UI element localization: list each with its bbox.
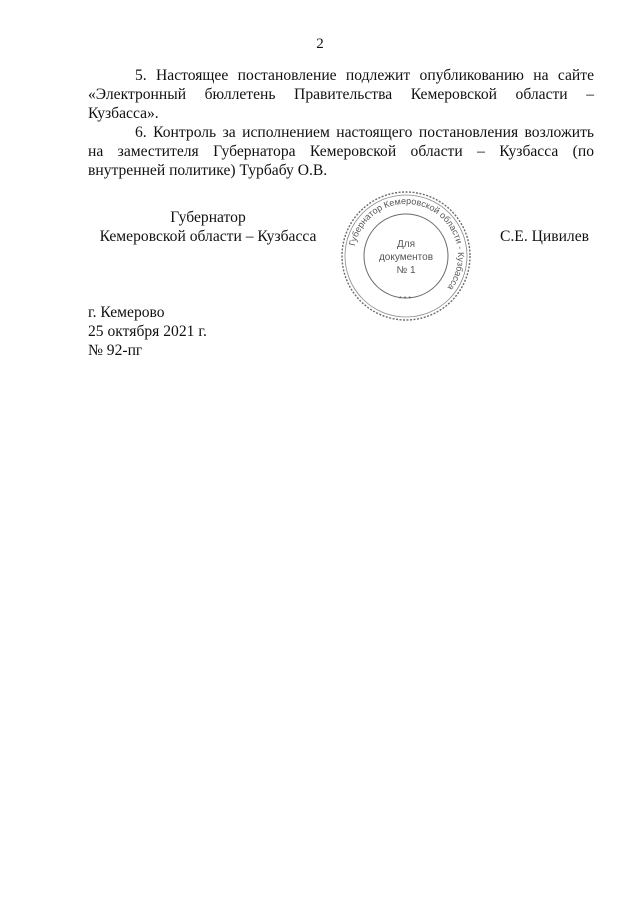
signatory-title-line2: Кемеровской области – Кузбасса [99,228,317,245]
paragraph-6: 6. Контроль за исполнением настоящего постановления возложить на заместителя Губернатора Кемеровской области – Кузбасса (по внутренней политике) Турбабу О.В. [88,124,594,179]
footer-date: 25 октября 2021 г. [88,323,207,340]
official-seal-stamp [339,189,473,323]
seal-ring-text: Губернатор Кемеровской области - Кузбасса [347,195,467,293]
signatory-title-line1: Губернатор [170,209,246,226]
seal-center-line2: документов [378,252,434,263]
seal-stars: * * * [399,296,412,303]
page-number: 2 [316,36,324,52]
signatory-title [88,208,328,246]
document-body [88,66,594,180]
seal-center-line3: № 1 [396,265,416,276]
signatory-name: С.Е. Цивилев [500,228,590,245]
footer-city: г. Кемерово [88,304,165,321]
seal-center-line1: Для [396,239,416,250]
footer-document-number: № 92-пг [88,342,143,359]
seal-graphic [339,189,473,323]
paragraph-5: 5. Настоящее постановление подлежит опубликованию на сайте «Электронный бюллетень Правительства Кемеровской области – Кузбасса». [88,67,594,122]
document-footer [88,303,207,360]
